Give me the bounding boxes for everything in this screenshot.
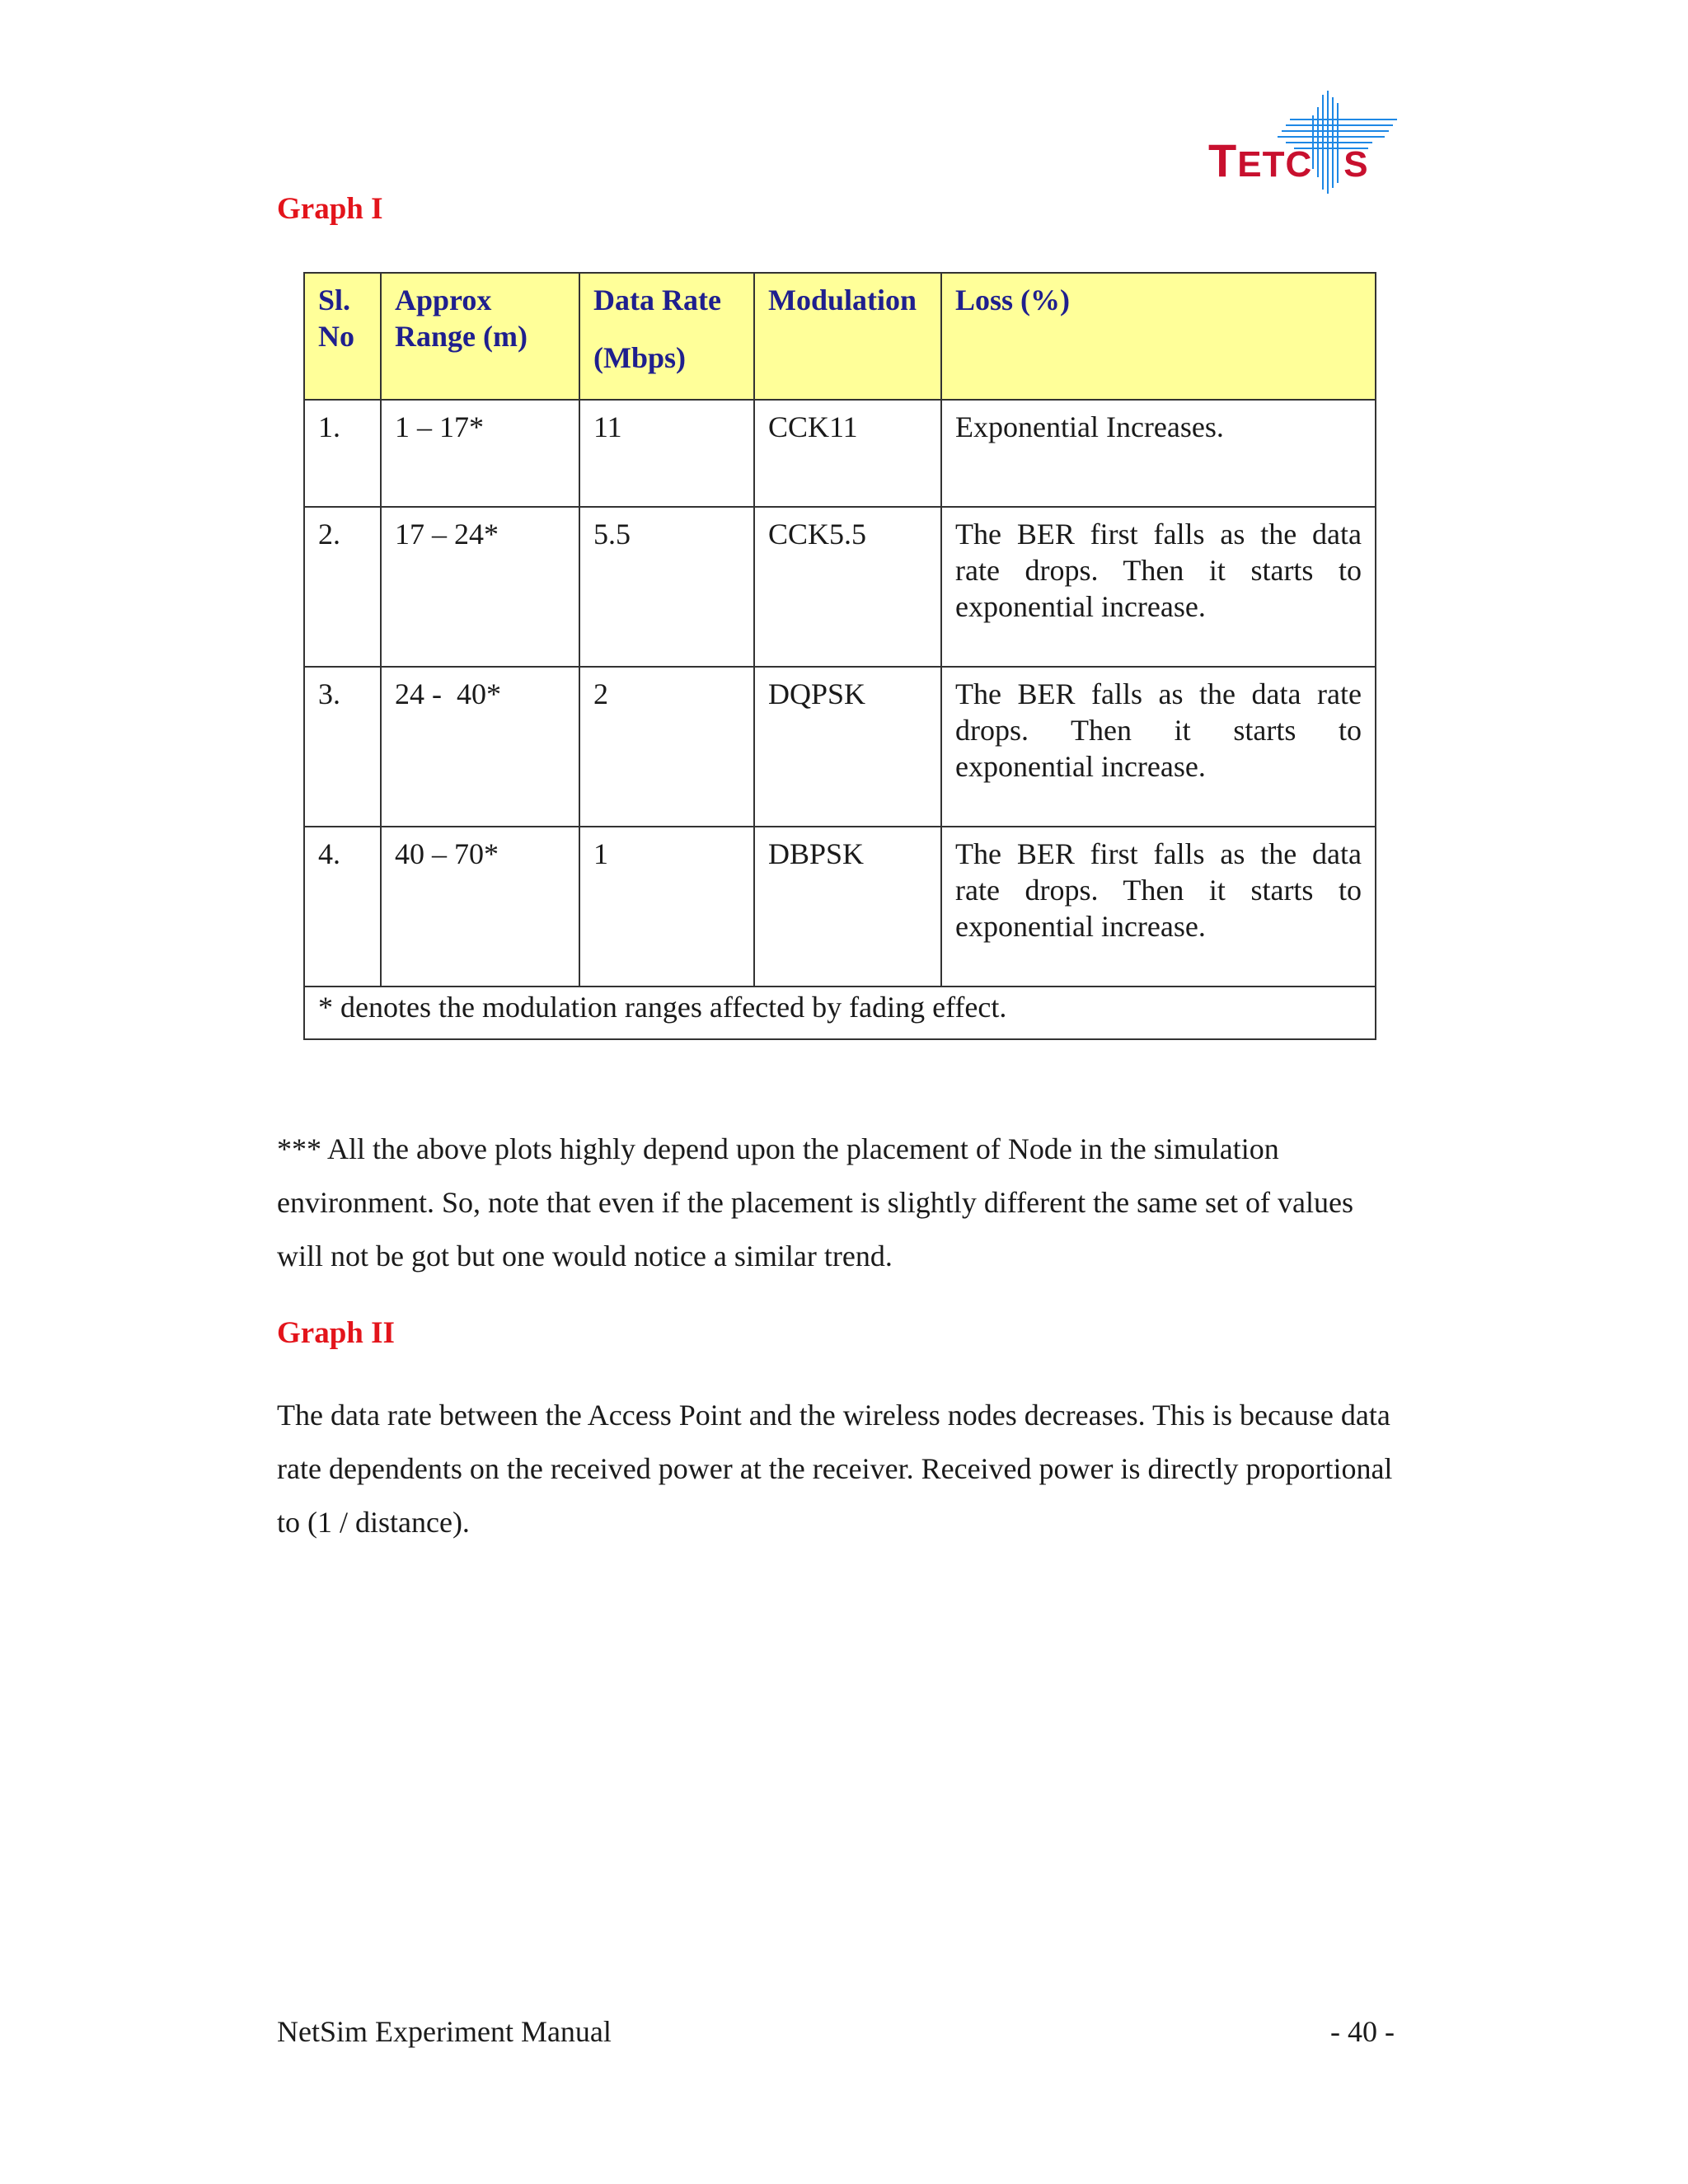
cell-modulation: DQPSK bbox=[754, 667, 941, 827]
cell-modulation: CCK5.5 bbox=[754, 507, 941, 667]
logo-wordmark: TETC S bbox=[1208, 134, 1369, 186]
header-sl-no: Sl. No bbox=[304, 273, 381, 400]
table-row bbox=[304, 400, 1376, 507]
tetcos-logo bbox=[1203, 91, 1401, 198]
cell-loss: The BER falls as the data rate drops. Then it starts to exponential increase. bbox=[941, 667, 1376, 827]
header-data-rate-unit: (Mbps) bbox=[593, 341, 687, 374]
placement-note: *** All the above plots highly depend upon the placement of Node in the simulation environment. So, note that even if the placement is slightly different the same set of values will not be got but one would notice a similar trend. bbox=[277, 1132, 1353, 1272]
cell-range: 17 – 24* bbox=[381, 507, 579, 667]
table-footnote: * denotes the modulation ranges affected by fading effect. bbox=[304, 987, 1376, 1039]
header-modulation: Modulation bbox=[754, 273, 941, 400]
cell-range: 24 - 40* bbox=[381, 667, 579, 827]
cell-sl: 3. bbox=[304, 667, 381, 827]
cell-sl: 2. bbox=[304, 507, 381, 667]
footer-page-number: - 40 - bbox=[1330, 2015, 1395, 2048]
table-row bbox=[304, 507, 1376, 667]
header-range: Approx Range (m) bbox=[381, 273, 579, 400]
cell-loss: The BER first falls as the data rate drops. Then it starts to exponential increase. bbox=[941, 827, 1376, 987]
cell-rate: 2 bbox=[579, 667, 754, 827]
table-row bbox=[304, 827, 1376, 987]
table-footnote-row bbox=[304, 987, 1376, 1039]
cell-modulation: DBPSK bbox=[754, 827, 941, 987]
cell-loss: The BER first falls as the data rate drops. Then it starts to exponential increase. bbox=[941, 507, 1376, 667]
cell-rate: 1 bbox=[579, 827, 754, 987]
cell-modulation: CCK11 bbox=[754, 400, 941, 507]
header-loss: Loss (%) bbox=[941, 273, 1376, 400]
graph-2-explanation: The data rate between the Access Point and the wireless nodes decreases. This is because data rate dependents on the received power at the receiver. Received power is directly proportional to (1 / distance). bbox=[277, 1399, 1393, 1539]
table-row bbox=[304, 667, 1376, 827]
cell-rate: 11 bbox=[579, 400, 754, 507]
header-data-rate-label: Data Rate bbox=[593, 284, 721, 316]
cell-rate: 5.5 bbox=[579, 507, 754, 667]
graph-2-heading: Graph II bbox=[277, 1316, 395, 1350]
cell-range: 1 – 17* bbox=[381, 400, 579, 507]
graph-1-heading: Graph I bbox=[277, 192, 383, 226]
header-data-rate bbox=[579, 273, 754, 400]
cell-sl: 1. bbox=[304, 400, 381, 507]
cell-loss: Exponential Increases. bbox=[941, 400, 1376, 507]
table-header-row bbox=[304, 273, 1376, 400]
cell-range: 40 – 70* bbox=[381, 827, 579, 987]
cell-sl: 4. bbox=[304, 827, 381, 987]
footer-manual-title: NetSim Experiment Manual bbox=[277, 2015, 612, 2048]
modulation-table bbox=[303, 272, 1376, 1040]
